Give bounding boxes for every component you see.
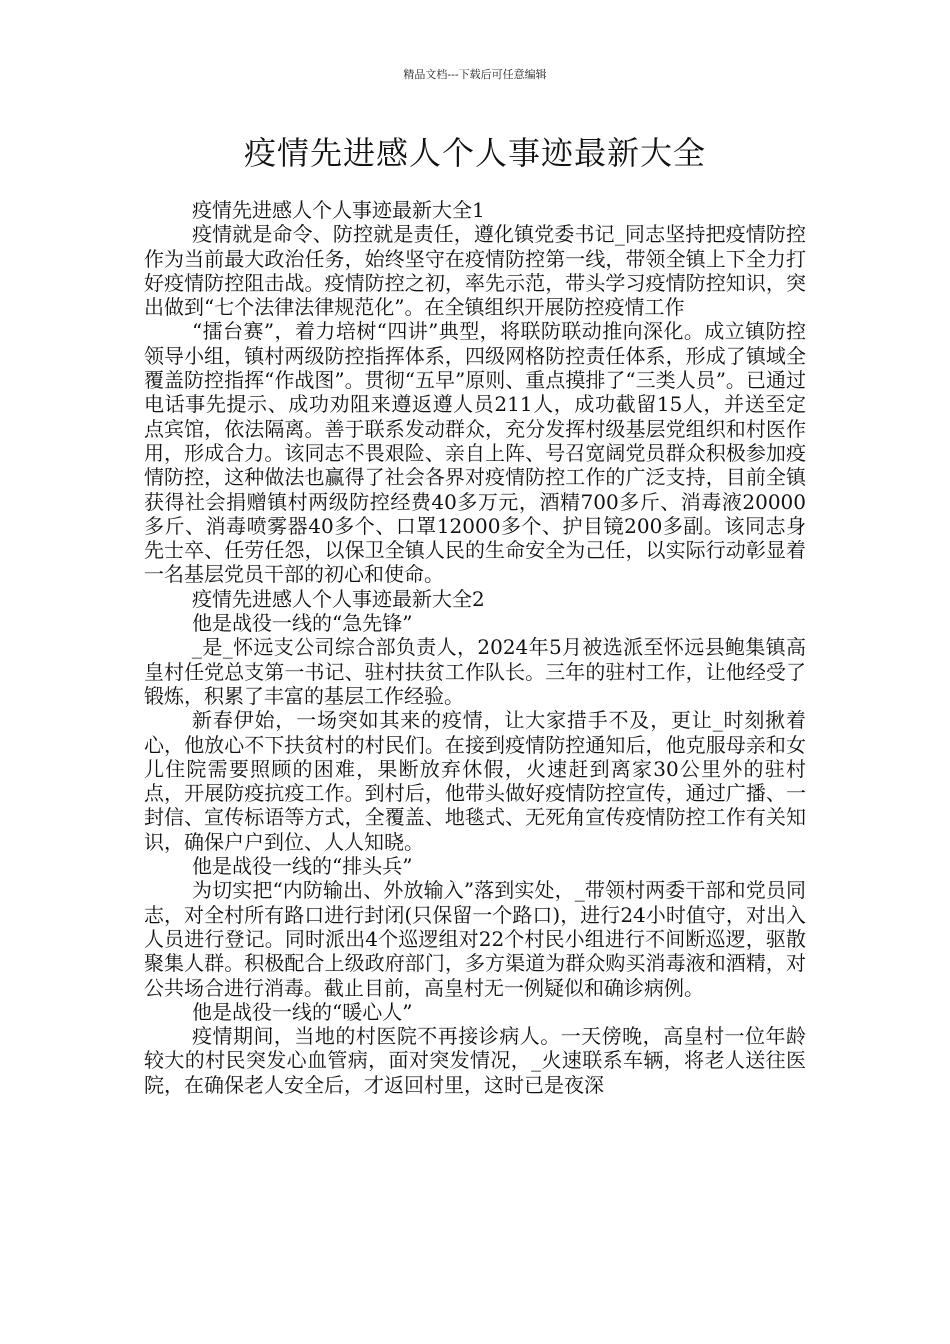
page-header: 精品文档---下载后可任意编辑 — [403, 68, 547, 81]
document-body — [144, 198, 806, 1097]
paragraph: “擂台赛”，着力培树“四讲”典型，将联防联动推向深化。成立镇防控领导小组，镇村两级防控指挥体系，四级网格防控责任体系，形成了镇域全覆盖防控指挥“作战图”。贯彻“五早”原则、重点摸排了“三类人员”。已通过电话事先提示、成功劝阻来遵返遵人员211人，成功截留15人，并送至定点宾馆，依法隔离。善于联系发动群众，充分发挥村级基层党组织和村医作用，形成合力。该同志不畏艰险、亲自上阵、号召宽阔党员群众积极参加疫情防控，这种做法也赢得了社会各界对疫情防控工作的广泛支持，目前全镇获得社会捐赠镇村两级防控经费40多万元，酒精700多斤、消毒液20000多斤、消毒喷雾器40多个、口罩12000多个、护目镜200多副。该同志身先士卒、任劳任怨，以保卫全镇人民的生命安全为己任，以实际行动彰显着一名基层党员干部的初心和使命。 — [144, 319, 806, 587]
paragraph: 疫情先进感人个人事迹最新大全1 — [192, 198, 485, 222]
paragraph: _是_怀远支公司综合部负责人，2024年5月被选派至怀远县鲍集镇高皇村任党总支第一书记、驻村扶贫工作队长。三年的驻村工作，让他经受了锻炼，积累了丰富的基层工作经验。 — [144, 635, 806, 708]
paragraph: 疫情期间，当地的村医院不再接诊病人。一天傍晚，高皇村一位年龄较大的村民突发心血管病，面对突发情况，_火速联系车辆，将老人送往医院，在确保老人安全后，才返回村里，这时已是夜深 — [144, 1024, 806, 1097]
paragraph: 新春伊始，一场突如其来的疫情，让大家措手不及，更让_时刻揪着心，他放心不下扶贫村的村民们。在接到疫情防控通知后，他克服母亲和女儿住院需要照顾的困难，果断放弃休假，火速赶到离家30公里外的驻村点，开展防疫抗疫工作。到村后，他带头做好疫情防控宣传，通过广播、一封信、宣传标语等方式，全覆盖、地毯式、无死角宣传疫情防控工作有关知识，确保户户到位、人人知晓。 — [144, 708, 806, 854]
paragraph: 疫情先进感人个人事迹最新大全2 — [192, 586, 485, 611]
paragraph: 他是战役一线的“暖心人” — [192, 999, 413, 1024]
paragraph: 他是战役一线的“排头兵” — [192, 854, 413, 879]
paragraph: 疫情就是命令、防控就是责任，遵化镇党委书记_同志坚持把疫情防控作为当前最大政治任务，始终坚守在疫情防控第一线，带领全镇上下全力打好疫情防控阻击战。疫情防控之初，率先示范，带头学习疫情防控知识，突出做到“七个法律法律规范化”。在全镇组织开展防控疫情工作 — [144, 222, 806, 320]
paragraph: 他是战役一线的“急先锋” — [192, 611, 413, 636]
document-title: 疫情先进感人个人事迹最新大全 — [243, 134, 706, 172]
paragraph: 为切实把“内防输出、外放输入”落到实处，_带领村两委干部和党员同志，对全村所有路口进行封闭(只保留一个路口)，进行24小时值守，对出入人员进行登记。同时派出4个巡逻组对22个村民小组进行不间断巡逻，驱散聚集人群。积极配合上级政府部门，多方渠道为群众购买消毒液和酒精，对公共场合进行消毒。截止目前，高皇村无一例疑似和确诊病例。 — [144, 878, 806, 1000]
